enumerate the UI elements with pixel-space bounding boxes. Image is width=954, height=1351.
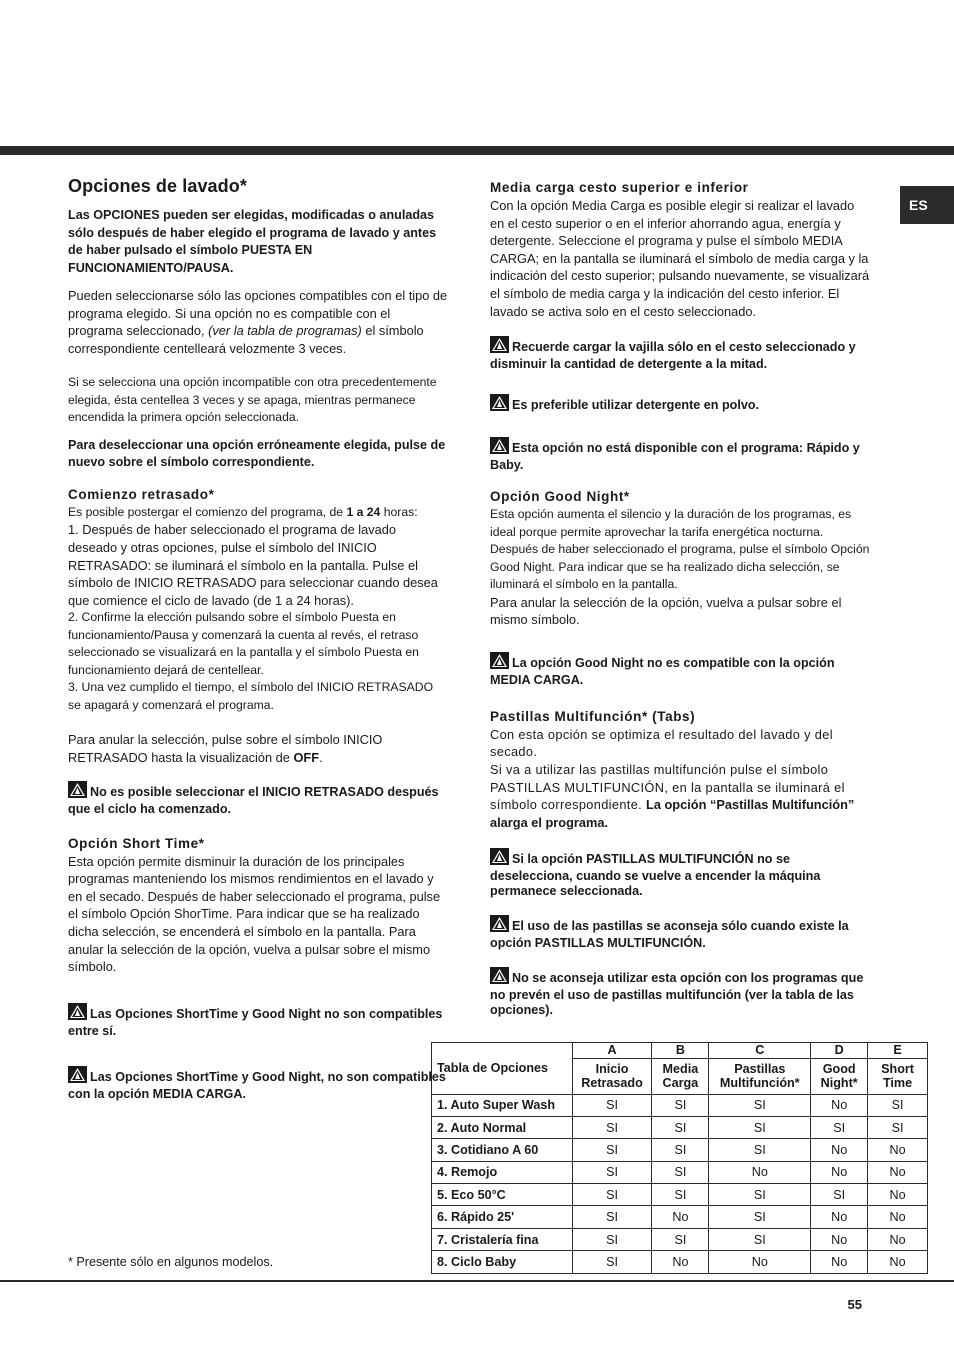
good-night-text-3: Para anular la selección de la opción, vuelva a pulsar sobre el mismo símbolo. [490, 594, 842, 628]
table-cell: No [811, 1139, 868, 1161]
page-number: 55 [847, 1297, 862, 1312]
intro-bold: Las OPCIONES pueden ser elegidas, modificadas o anuladas sólo después de haber elegido el programa de lavado y antes de haber pulsado el símbolo PUESTA EN FUNCIONAMIENTO/PAUSA. [68, 208, 437, 275]
table-row [432, 1251, 928, 1273]
tabs-warning-3 [490, 967, 870, 1018]
intro-paragraph-2: Si se selecciona una opción incompatible con otra precedentemente elegida, ésta centellea 3 veces y se apaga, mientras permanece encendida la primera opción seleccionada. [68, 375, 437, 425]
table-cell: No [868, 1139, 928, 1161]
program-name: 8. Ciclo Baby [432, 1251, 573, 1273]
media-carga-heading: Media carga cesto superior e inferior [490, 180, 749, 195]
tabs-text-2-a: Si va a utilizar las pastillas multifunción pulse el símbolo PASTILLAS MULTIFUNCIÓN, en la pantalla se iluminará el símbolo correspondiente. [490, 762, 845, 813]
table-cell: SI [652, 1161, 709, 1183]
short-time-warning-1 [68, 1003, 448, 1039]
right-column [490, 180, 870, 1018]
short-time-warning-1-text: Las Opciones ShortTime y Good Night no son compatibles entre sí. [68, 1006, 443, 1038]
intro-text-a: Pueden seleccionarse sólo las opciones compatibles con el tipo de programa elegido. Si una opción no es compatible con el programa seleccionado, [68, 288, 448, 339]
tabs-warning-3-text: No se aconseja utilizar esta opción con los programas que no prevén el uso de pastillas multifunción (ver la tabla de las opciones). [490, 971, 864, 1018]
column-header-line: Media [662, 1061, 699, 1076]
short-time-warning-2 [68, 1066, 448, 1102]
column-letter: C [709, 1043, 811, 1059]
column-header [811, 1058, 868, 1094]
comienzo-step-1: 1. Después de haber seleccionado el programa de lavado deseado y otras opciones, pulse el símbolo del INICIO RETRASADO: se iluminará el símbolo en la pantalla. Pulse el símbolo de INICIO RETRASADO para seleccionar cuando desea que comience el ciclo de lavado (de 1 a 24 horas). [68, 522, 438, 608]
table-cell: SI [572, 1139, 652, 1161]
table-row [432, 1161, 928, 1183]
table-cell: SI [652, 1228, 709, 1250]
column-header [709, 1058, 811, 1094]
footer-rule [0, 1280, 954, 1282]
warning-icon [490, 336, 509, 357]
table-cell: No [868, 1206, 928, 1228]
comienzo-cancel-a: Para anular la selección, pulse sobre el símbolo INICIO RETRASADO hasta la visualización de [68, 732, 383, 765]
table-cell: No [811, 1094, 868, 1116]
table-cell: SI [811, 1184, 868, 1206]
comienzo-text-b: horas: [380, 504, 418, 519]
table-cell: No [709, 1251, 811, 1273]
column-header [572, 1058, 652, 1094]
column-header [868, 1058, 928, 1094]
table-cell: No [652, 1251, 709, 1273]
comienzo-step-3: 3. Una vez cumplido el tiempo, el símbolo del INICIO RETRASADO se apagará y comenzará el programa. [68, 680, 434, 712]
warning-icon [490, 848, 509, 869]
intro-text-italic: (ver la tabla de programas) [208, 323, 362, 339]
comienzo-warning-text: No es posible seleccionar el INICIO RETRASADO después que el ciclo ha comenzado. [68, 784, 439, 816]
options-table [431, 1042, 928, 1274]
table-cell: SI [709, 1184, 811, 1206]
good-night-heading: Opción Good Night* [490, 489, 630, 505]
intro-paragraph-1 [68, 287, 448, 357]
table-cell: No [868, 1251, 928, 1273]
table-cell: No [811, 1206, 868, 1228]
tabs-warning-2 [490, 915, 870, 951]
left-column [68, 176, 448, 1102]
tabs-warning-1-text: Si la opción PASTILLAS MULTIFUNCIÓN no se deselecciona, cuando se vuelve a encender la máquina permanece seleccionada. [490, 852, 821, 899]
media-carga-warning-3-text: Esta opción no está disponible con el programa: Rápido y Baby. [490, 441, 860, 473]
warning-icon [68, 1003, 87, 1024]
table-cell: SI [572, 1251, 652, 1273]
warning-icon [490, 915, 509, 936]
media-carga-warning-2 [490, 394, 870, 415]
table-cell: SI [652, 1094, 709, 1116]
comienzo-step-2: 2. Confirme la elección pulsando sobre el símbolo Puesta en funcionamiento/Pausa y comenzará la cuenta al revés, el retraso seleccionado se visualizará en la pantalla y el símbolo Puesta en funcionamiento dejará de centellear. [68, 610, 419, 677]
program-name: 7. Cristalería fina [432, 1228, 573, 1250]
table-cell: SI [572, 1206, 652, 1228]
warning-icon [68, 781, 87, 802]
program-name: 4. Remojo [432, 1161, 573, 1183]
table-row [432, 1206, 928, 1228]
column-header-line: Night* [820, 1076, 858, 1090]
intro-deselect: Para deseleccionar una opción erróneamente elegida, pulse de nuevo sobre el símbolo correspondiente. [68, 437, 446, 470]
table-cell: No [811, 1161, 868, 1183]
column-letter: E [868, 1043, 928, 1059]
media-carga-text: Con la opción Media Carga es posible elegir si realizar el lavado en el cesto superior o en el inferior ahorrando agua, energía y detergente. Seleccione el programa y pulse el símbolo MEDIA CARGA; en la pantalla se iluminará el símbolo de media carga y la indicación del cesto superior; pulsando nuevamente, se visualizará el símbolo de media carga y la indicación del cesto inferior. El lavado se activa solo en el cesto seleccionado. [490, 198, 870, 319]
program-name: 2. Auto Normal [432, 1116, 573, 1138]
table-cell: SI [868, 1116, 928, 1138]
comienzo-heading: Comienzo retrasado* [68, 486, 215, 502]
comienzo-text-bold: 1 a 24 [346, 504, 381, 519]
table-cell: SI [811, 1116, 868, 1138]
warning-icon [490, 652, 509, 673]
good-night-text-1: Esta opción aumenta el silencio y la duración de los programas, es ideal porque permite aprovechar la tarifa energética nocturna. [490, 507, 852, 539]
table-cell: SI [709, 1139, 811, 1161]
column-letter: B [652, 1043, 709, 1059]
intro-text-b: el símbolo correspondiente centelleará velozmente 3 veces. [68, 323, 424, 356]
page-title: Opciones de lavado* [68, 176, 247, 196]
table-cell: No [811, 1251, 868, 1273]
program-name: 5. Eco 50°C [432, 1184, 573, 1206]
media-carga-warning-1-text: Recuerde cargar la vajilla sólo en el cesto seleccionado y disminuir la cantidad de detergente a la mitad. [490, 340, 856, 372]
comienzo-cancel-b: . [319, 749, 323, 765]
comienzo-intro [68, 504, 448, 522]
program-name: 3. Cotidiano A 60 [432, 1139, 573, 1161]
language-tab: ES [900, 186, 954, 224]
table-cell: SI [572, 1228, 652, 1250]
tabs-warning-1 [490, 848, 870, 899]
table-cell: SI [868, 1094, 928, 1116]
column-header-line: Carga [662, 1076, 699, 1090]
warning-icon [490, 437, 509, 458]
good-night-text-2: Después de haber seleccionado el programa, pulse el símbolo Opción Good Night. Para indicar que se ha realizado dicha selección, se iluminará el símbolo en la pantalla. [490, 542, 870, 592]
short-time-text: Esta opción permite disminuir la duración de los principales programas manteniendo los mismos rendimientos en el lavado y en el secado. Después de haber seleccionado el programa, pulse el símbolo Opción ShorTime. Para indicar que se ha realizado dicha selección, se encenderá el símbolo en la pantalla. Para anular la selección de la opción, vuelva a pulsar sobre el mismo símbolo. [68, 853, 441, 975]
table-cell: No [811, 1228, 868, 1250]
table-row [432, 1139, 928, 1161]
column-header-line: Pastillas [734, 1061, 786, 1076]
table-cell: SI [572, 1184, 652, 1206]
media-carga-warning-1 [490, 336, 870, 372]
short-time-warning-2-text: Las Opciones ShortTime y Good Night, no son compatibles con la opción MEDIA CARGA. [68, 1069, 446, 1101]
tabs-warning-2-text: El uso de las pastillas se aconseja sólo cuando existe la opción PASTILLAS MULTIFUNCIÓN. [490, 919, 849, 951]
table-cell: SI [709, 1228, 811, 1250]
warning-icon [490, 394, 509, 415]
warning-icon [68, 1066, 87, 1087]
column-header-line: Short [881, 1061, 914, 1076]
column-header-line: Retrasado [581, 1076, 643, 1090]
program-name: 6. Rápido 25' [432, 1206, 573, 1228]
table-cell: SI [709, 1094, 811, 1116]
good-night-warning-text: La opción Good Night no es compatible con la opción MEDIA CARGA. [490, 655, 835, 687]
comienzo-text-a: Es posible postergar el comienzo del programa, de [68, 504, 347, 519]
table-cell: No [709, 1161, 811, 1183]
table-cell: SI [709, 1206, 811, 1228]
table-cell: No [652, 1206, 709, 1228]
table-row [432, 1184, 928, 1206]
comienzo-warning [68, 781, 448, 817]
media-carga-warning-3 [490, 437, 870, 473]
table-cell: SI [652, 1116, 709, 1138]
column-header-line: Multifunción* [719, 1076, 800, 1090]
table-cell: No [868, 1161, 928, 1183]
table-cell: SI [652, 1139, 709, 1161]
comienzo-cancel [68, 731, 448, 766]
program-name: 1. Auto Super Wash [432, 1094, 573, 1116]
column-letter: A [572, 1043, 652, 1059]
column-letter: D [811, 1043, 868, 1059]
warning-icon [490, 967, 509, 988]
good-night-warning [490, 652, 870, 688]
media-carga-warning-2-text: Es preferible utilizar detergente en polvo. [512, 398, 760, 413]
table-cell: No [868, 1228, 928, 1250]
comienzo-cancel-bold: OFF [293, 749, 320, 765]
tabs-text-2-bold: La opción “Pastillas Multifunción” alarga el programa. [490, 797, 855, 830]
tabs-text-1: Con esta opción se optimiza el resultado del lavado y del secado. [490, 726, 833, 760]
short-time-heading: Opción Short Time* [68, 835, 205, 851]
column-header [652, 1058, 709, 1094]
tabs-heading: Pastillas Multifunción* (Tabs) [490, 708, 696, 724]
column-header-line: Inicio [595, 1061, 629, 1076]
tabs-text-2 [490, 761, 870, 831]
table-cell: SI [572, 1094, 652, 1116]
column-header-line: Good [822, 1061, 856, 1076]
table-cell: SI [572, 1116, 652, 1138]
table-cell: No [868, 1184, 928, 1206]
table-cell: SI [652, 1184, 709, 1206]
footnote: * Presente sólo en algunos modelos. [68, 1255, 274, 1269]
table-cell: SI [709, 1116, 811, 1138]
column-header-line: Time [882, 1076, 913, 1090]
table-row [432, 1094, 928, 1116]
table-row [432, 1228, 928, 1250]
table-corner-label: Tabla de Opciones [432, 1043, 573, 1095]
table-row [432, 1116, 928, 1138]
header-rule [0, 146, 954, 155]
table-cell: SI [572, 1161, 652, 1183]
